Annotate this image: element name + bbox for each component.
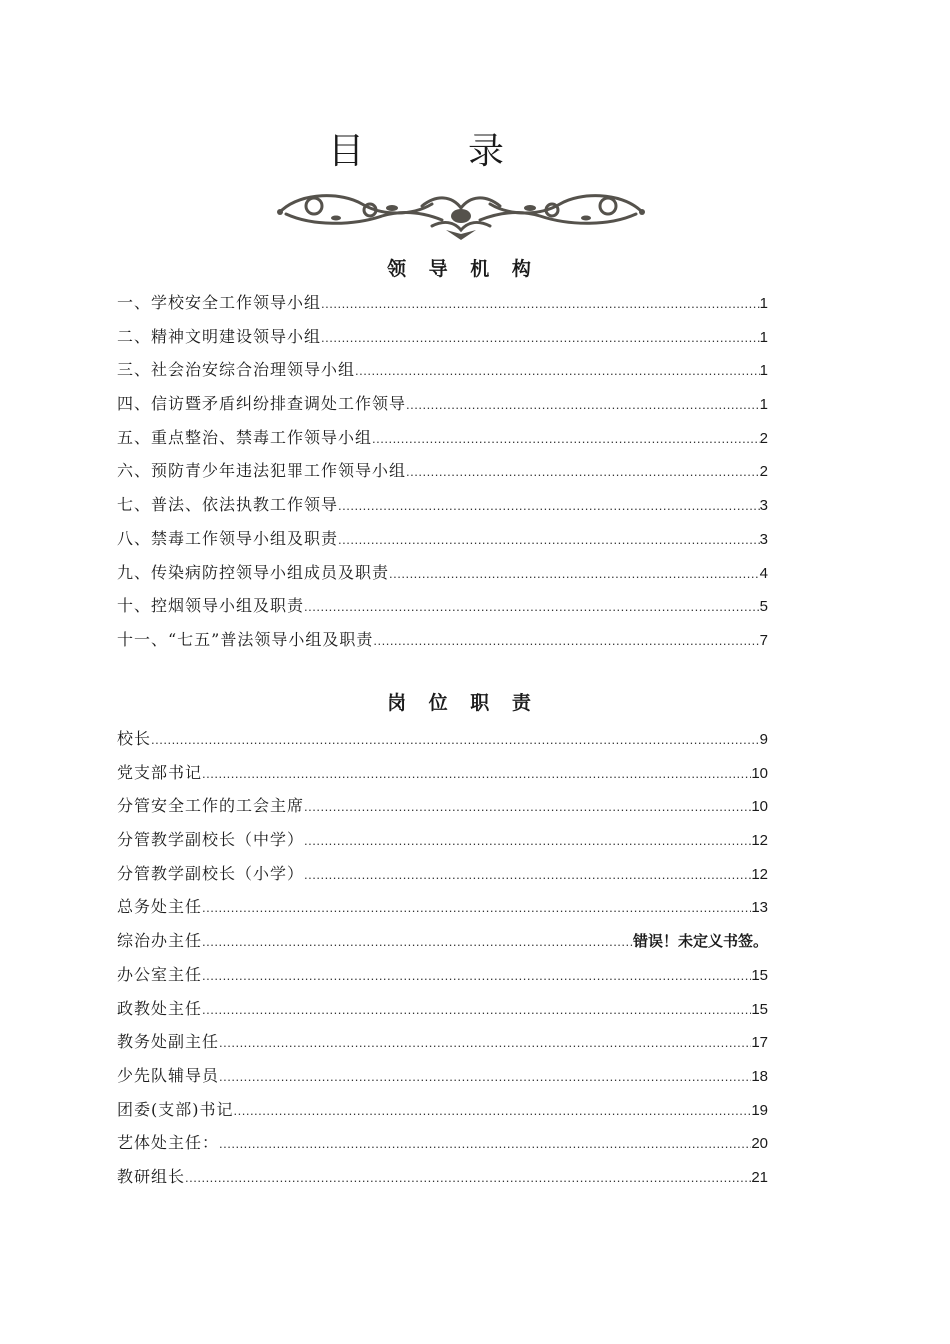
toc-dot-leader xyxy=(406,388,760,422)
toc-entry-page-number: 13 xyxy=(751,899,768,917)
toc-entry[interactable] xyxy=(117,1025,768,1059)
toc-entry-page-number: 1 xyxy=(759,396,768,414)
toc-entry-label: 五、重点整治、禁毒工作领导小组 xyxy=(117,427,373,447)
toc-entry-page-number: 18 xyxy=(751,1067,768,1085)
toc-dot-leader xyxy=(321,321,760,355)
toc-entry-page-number: 5 xyxy=(759,598,768,616)
toc-dot-leader xyxy=(373,624,759,658)
toc-entry[interactable] xyxy=(117,722,768,756)
toc-entry-page-number: 10 xyxy=(751,798,768,816)
toc-entry-label: 党支部书记 xyxy=(117,762,203,782)
toc-entry-label: 团委(支部)书记 xyxy=(117,1099,234,1119)
toc-dot-leader xyxy=(304,790,751,824)
toc-entry[interactable] xyxy=(117,286,768,320)
toc-entry[interactable] xyxy=(117,556,768,590)
decorative-scroll-flourish-icon xyxy=(272,186,650,246)
toc-entry[interactable] xyxy=(117,823,768,857)
toc-entry[interactable] xyxy=(117,924,768,958)
toc-entry-label: 七、普法、依法执教工作领导 xyxy=(117,495,339,515)
toc-entry-page-number: 1 xyxy=(759,362,768,380)
toc-dot-leader xyxy=(338,523,760,557)
toc-dot-leader xyxy=(372,422,760,456)
toc-entry-label: 一、学校安全工作领导小组 xyxy=(117,293,322,312)
toc-entry-page-number: 10 xyxy=(751,764,768,782)
toc-entry[interactable] xyxy=(117,421,768,455)
toc-entry-label: 校长 xyxy=(117,729,152,748)
toc-entry-label: 综治办主任 xyxy=(117,931,203,951)
toc-entry-label: 三、社会治安综合治理领导小组 xyxy=(117,360,356,380)
toc-entry[interactable] xyxy=(117,353,768,387)
toc-entry-label: 总务处主任 xyxy=(117,897,203,917)
toc-entry-label: 八、禁毒工作领导小组及职责 xyxy=(117,528,339,548)
toc-entry-page-number: 19 xyxy=(751,1101,768,1119)
toc-dot-leader xyxy=(185,1161,751,1195)
toc-entry[interactable] xyxy=(117,890,768,924)
toc-entry[interactable] xyxy=(117,1126,768,1160)
toc-dot-leader xyxy=(234,1094,752,1128)
toc-entry-page-number: 7 xyxy=(759,631,768,649)
toc-entry[interactable] xyxy=(117,320,768,354)
toc-dot-leader xyxy=(321,287,760,321)
toc-dot-leader xyxy=(304,824,751,858)
toc-entry-page-number: 12 xyxy=(751,832,768,850)
toc-dot-leader xyxy=(202,925,633,959)
toc-entry-page-number: 3 xyxy=(759,497,768,515)
toc-entry[interactable] xyxy=(117,522,768,556)
toc-dot-leader xyxy=(202,993,751,1027)
toc-entry-page-number: 1 xyxy=(759,328,768,346)
toc-entry-label: 教务处副主任 xyxy=(117,1032,220,1052)
toc-entry[interactable] xyxy=(117,589,768,623)
toc-entry-page-number: 15 xyxy=(751,1000,768,1018)
toc-entry-label: 二、精神文明建设领导小组 xyxy=(117,326,322,346)
toc-entry[interactable] xyxy=(117,454,768,488)
toc-entry-page-number: 15 xyxy=(751,966,768,984)
toc-entry-label: 六、预防青少年违法犯罪工作领导小组 xyxy=(117,461,407,481)
toc-entry[interactable] xyxy=(117,756,768,790)
toc-dot-leader xyxy=(304,858,751,892)
toc-entry[interactable] xyxy=(117,789,768,823)
toc-dot-leader xyxy=(202,891,751,925)
toc-list-duties xyxy=(117,722,768,1194)
toc-entry-label: 艺体处主任： xyxy=(117,1133,220,1153)
toc-entry[interactable] xyxy=(117,488,768,522)
toc-entry-label: 少先队辅导员 xyxy=(117,1065,220,1085)
toc-entry-label: 分管教学副校长（小学） xyxy=(117,863,305,883)
toc-entry-page-number: 1 xyxy=(759,295,768,312)
toc-dot-leader xyxy=(304,590,760,624)
toc-entry-page-number: 2 xyxy=(759,463,768,481)
toc-entry[interactable] xyxy=(117,387,768,421)
toc-dot-leader xyxy=(219,1060,751,1094)
toc-entry[interactable] xyxy=(117,1093,768,1127)
toc-entry-label: 教研组长 xyxy=(117,1166,186,1186)
toc-entry-label: 十一、“七五”普法领导小组及职责 xyxy=(117,629,374,649)
toc-dot-leader xyxy=(355,354,760,388)
toc-dot-leader xyxy=(406,455,760,489)
toc-entry-page-number: 4 xyxy=(759,564,768,582)
toc-entry-page-number: 12 xyxy=(751,865,768,883)
section-heading-duties: 岗 位 职 责 xyxy=(387,692,539,714)
toc-entry[interactable] xyxy=(117,958,768,992)
toc-entry-page-number: 9 xyxy=(759,731,768,748)
toc-dot-leader xyxy=(202,757,751,791)
toc-dot-leader xyxy=(338,489,760,523)
toc-dot-leader xyxy=(202,959,751,993)
toc-entry[interactable] xyxy=(117,1059,768,1093)
section-heading-leadership: 领 导 机 构 xyxy=(387,258,539,280)
toc-entry-label: 九、传染病防控领导小组成员及职责 xyxy=(117,562,390,582)
toc-entry-label: 分管安全工作的工会主席 xyxy=(117,796,305,816)
toc-dot-leader xyxy=(151,723,760,757)
toc-entry[interactable] xyxy=(117,992,768,1026)
toc-entry-label: 十、控烟领导小组及职责 xyxy=(117,596,305,616)
toc-entry-page-number: 3 xyxy=(759,530,768,548)
toc-list-leadership xyxy=(117,286,768,657)
toc-entry-label: 四、信访暨矛盾纠纷排查调处工作领导 xyxy=(117,394,407,414)
toc-entry-error-message: 错误！未定义书签。 xyxy=(632,932,768,951)
toc-entry-page-number: 17 xyxy=(751,1034,768,1052)
toc-dot-leader xyxy=(219,1127,751,1161)
toc-entry-page-number: 21 xyxy=(751,1168,768,1186)
toc-entry-page-number: 20 xyxy=(751,1135,768,1153)
toc-dot-leader xyxy=(389,557,760,591)
toc-entry[interactable] xyxy=(117,1160,768,1194)
toc-entry-label: 办公室主任 xyxy=(117,964,203,984)
toc-dot-leader xyxy=(219,1026,751,1060)
page-title: 目 录 xyxy=(327,131,538,172)
toc-entry-label: 政教处主任 xyxy=(117,998,203,1018)
toc-entry[interactable] xyxy=(117,623,768,657)
toc-entry[interactable] xyxy=(117,857,768,891)
toc-entry-label: 分管教学副校长（中学） xyxy=(117,830,305,850)
toc-entry-page-number: 2 xyxy=(759,429,768,447)
